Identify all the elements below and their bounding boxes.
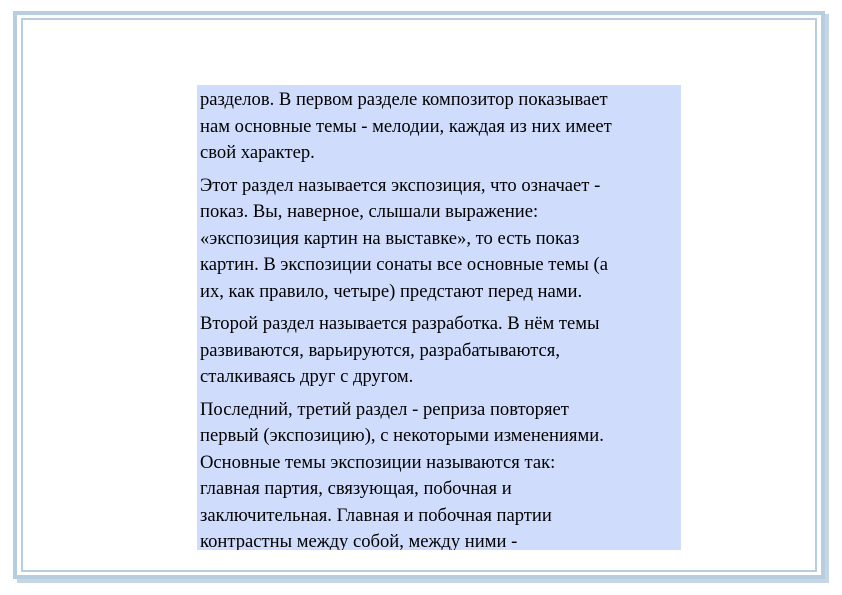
text-line: нам основные темы - мелодии, каждая из них имеет [200,115,612,137]
text-line: картин. В экспозиции сонаты все основные темы (а [200,254,608,275]
text-line: развиваются, варьируются, разрабатываются, [200,339,561,361]
frame-shadow-bottom [17,579,829,583]
paragraph-1 [200,87,679,167]
text-line: главная партия, связующая, побочная и [200,478,512,499]
paragraph-4 [200,397,679,551]
text-box [197,85,681,550]
text-line: сталкиваясь друг с другом. [200,366,414,387]
text-line: разделов. В первом разделе композитор показывает [200,89,608,110]
text-line: их, как правило, четыре) предстают перед нами. [200,280,583,302]
text-line: первый (экспозицию), с некоторыми изменениями. [200,425,604,446]
text-line: Этот раздел называется экспозиция, что означает - [200,174,601,196]
text-line: Второй раздел называется разработка. В нём темы [200,313,600,334]
paragraph-3 [200,311,679,391]
frame-shadow-right [825,14,829,583]
text-line: Последний, третий раздел - реприза повторяет [200,398,569,420]
text-line: контрастны между собой, между ними - [200,531,518,550]
text-line: заключительная. Главная и побочная партии [200,504,552,526]
text-line: показ. Вы, наверное, слышали выражение: [200,201,539,222]
text-line: Основные темы экспозиции называются так: [200,451,556,473]
text-line: свой характер. [200,142,315,163]
paragraph-2 [200,173,679,306]
text-line: «экспозиция картин на выставке», то есть показ [200,227,580,249]
